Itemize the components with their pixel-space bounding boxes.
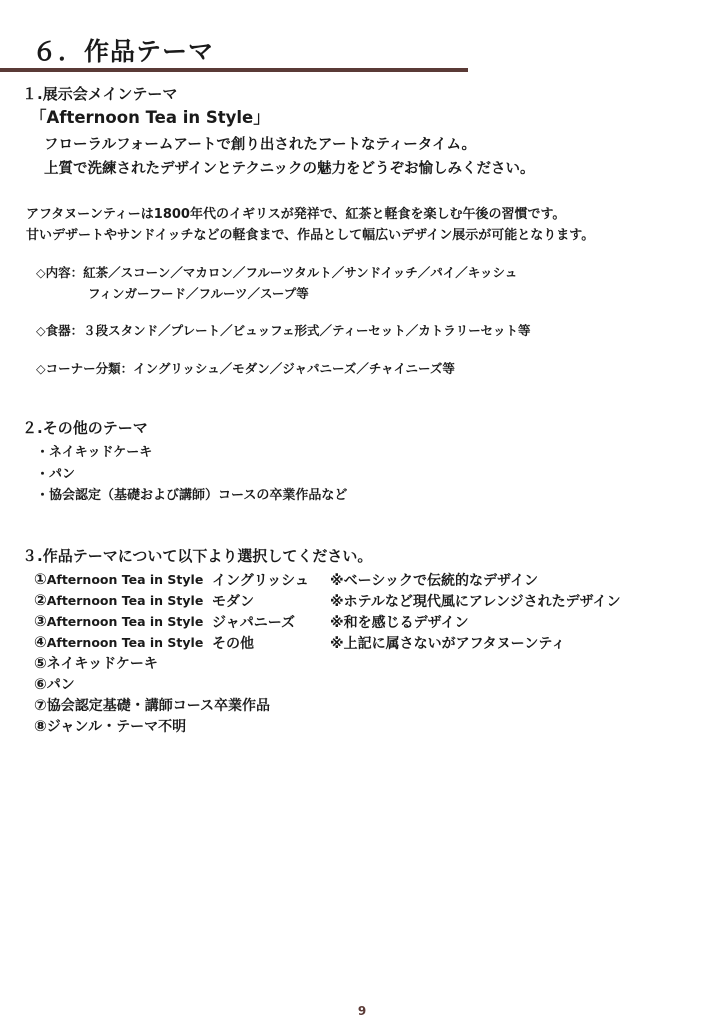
theme-option xyxy=(34,653,158,673)
option-note: ※和を感じるデザイン xyxy=(330,615,469,631)
body-line: 甘いデザートやサンドイッチなどの軽食まで、作品として幅広いデザイン展示が可能となります。 xyxy=(26,228,595,243)
option-label: 協会認定基礎・講師コース卒業作品 xyxy=(46,698,271,714)
tableware-list: ◇食器：３段スタンド／プレート／ビュッフェ形式／ティーセット／カトラリーセット等 xyxy=(36,323,531,338)
option-sub: イングリッシュ xyxy=(212,573,309,589)
option-label: Afternoon Tea in Style xyxy=(46,593,204,608)
corner-categories: ◇コーナー分類：イングリッシュ／モダン／ジャパニーズ／チャイニーズ等 xyxy=(36,361,455,376)
content-list-continued: フィンガーフード／フルーツ／スープ等 xyxy=(88,286,309,301)
theme-option xyxy=(34,632,203,651)
theme-option xyxy=(34,674,75,694)
page-title: ６．作品テーマ xyxy=(32,37,215,66)
theme-option xyxy=(34,611,203,630)
option-number: ④ xyxy=(34,633,47,651)
option-number: ⑤ xyxy=(34,654,47,672)
main-theme-name: 「Afternoon Tea in Style」 xyxy=(30,108,270,127)
option-label: ジャンル・テーマ不明 xyxy=(46,719,187,735)
other-theme-item: ・協会認定（基礎および講師）コースの卒業作品など xyxy=(36,488,348,503)
option-number: ⑧ xyxy=(34,717,47,735)
option-label: Afternoon Tea in Style xyxy=(46,635,204,650)
option-sub: その他 xyxy=(212,636,254,652)
content-list: ◇内容：紅茶／スコーン／マカロン／フルーツタルト／サンドイッチ／パイ／キッシュ xyxy=(36,265,518,280)
option-sub: モダン xyxy=(212,594,255,610)
theme-option xyxy=(34,569,203,588)
lead-line: フローラルフォームアートで創り出されたアートなティータイム。 xyxy=(44,137,476,153)
theme-option xyxy=(34,695,270,715)
option-number: ⑦ xyxy=(34,696,47,714)
option-number: ③ xyxy=(34,612,47,630)
page-number: 9 xyxy=(357,1004,367,1018)
option-label: Afternoon Tea in Style xyxy=(46,614,204,629)
theme-option xyxy=(34,590,203,609)
option-number: ⑥ xyxy=(34,675,47,693)
section3-heading: ３.作品テーマについて以下より選択してください。 xyxy=(22,547,373,565)
other-theme-item: ・パン xyxy=(36,467,76,482)
option-number: ① xyxy=(34,570,47,588)
section1-heading: １.展示会メインテーマ xyxy=(22,85,178,103)
option-note: ※ベーシックで伝統的なデザイン xyxy=(330,573,539,589)
theme-option xyxy=(34,716,186,736)
lead-line: 上質で洗練されたデザインとテクニックの魅力をどうぞお愉しみください。 xyxy=(44,161,535,177)
option-number: ② xyxy=(34,591,47,609)
section2-heading: ２.その他のテーマ xyxy=(22,419,148,437)
option-sub: ジャパニーズ xyxy=(212,615,296,631)
option-label: ネイキッドケーキ xyxy=(46,656,158,672)
option-label: Afternoon Tea in Style xyxy=(46,572,204,587)
body-line: アフタヌーンティーは1800年代のイギリスが発祥で、紅茶と軽食を楽しむ午後の習慣です。 xyxy=(26,207,566,222)
option-note: ※上記に属さないがアフタヌーンティ xyxy=(330,636,566,652)
option-label: パン xyxy=(46,677,75,693)
title-underline xyxy=(0,68,468,72)
other-theme-item: ・ネイキッドケーキ xyxy=(36,445,153,460)
option-note: ※ホテルなど現代風にアレンジされたデザイン xyxy=(330,594,621,610)
